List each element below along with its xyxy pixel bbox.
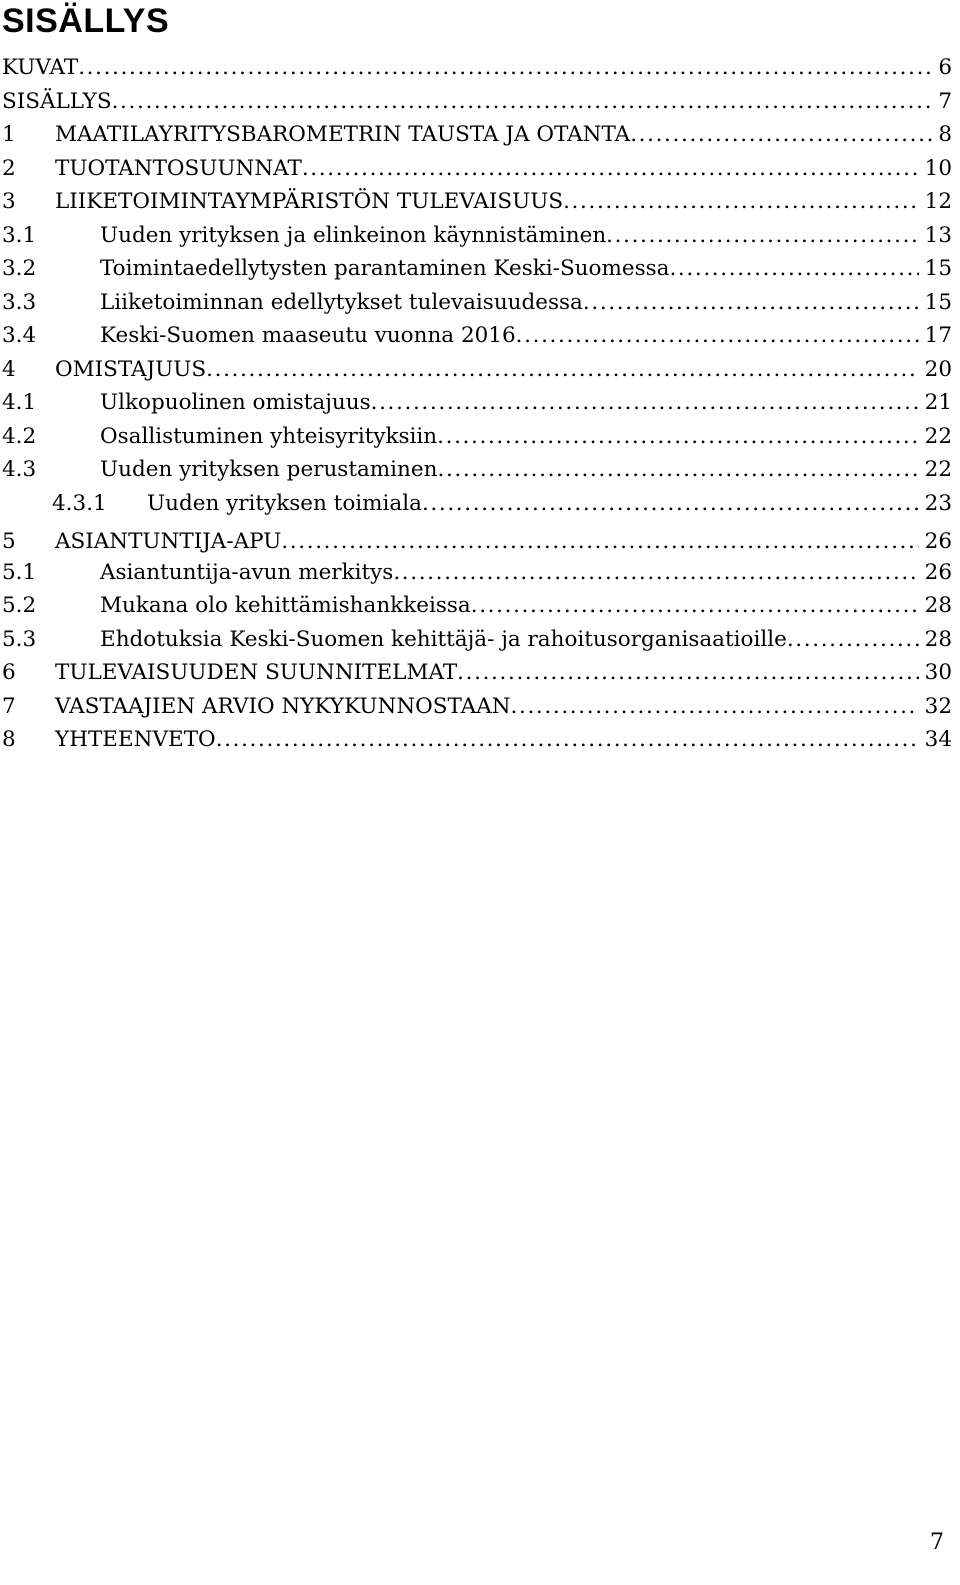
toc-entry-page: 20	[924, 356, 952, 382]
toc-entry-title: Uuden yrityksen perustaminen	[100, 457, 438, 482]
toc-entry[interactable]	[0, 624, 952, 656]
toc-dot-leader	[437, 454, 918, 486]
toc-dot-leader	[669, 253, 918, 285]
toc-entry-page: 23	[924, 490, 952, 516]
toc-dot-leader	[606, 220, 918, 252]
toc-entry[interactable]	[0, 253, 952, 285]
toc-dot-leader	[511, 691, 919, 723]
toc-dot-leader	[457, 657, 918, 689]
toc-entry-number: 3	[2, 189, 16, 214]
toc-dot-leader	[563, 186, 919, 218]
toc-entry[interactable]	[0, 421, 952, 453]
toc-entry-page: 10	[924, 155, 952, 181]
toc-dot-leader	[422, 488, 919, 520]
toc-entry-number: 8	[2, 727, 16, 752]
toc-entry[interactable]	[0, 691, 952, 723]
toc-entry-title: TULEVAISUUDEN SUUNNITELMAT	[55, 660, 458, 685]
toc-entry-number: 6	[2, 660, 16, 685]
toc-entry-page: 7	[938, 88, 952, 114]
toc-entry-number: 3.3	[2, 289, 37, 315]
toc-entry-title: MAATILAYRITYSBAROMETRIN TAUSTA JA OTANTA	[55, 122, 631, 147]
toc-entry[interactable]	[0, 557, 952, 589]
toc-entry-number: 2	[2, 155, 16, 181]
toc-entry[interactable]	[0, 590, 952, 622]
toc-entry-number: 4.1	[2, 390, 37, 415]
toc-entry-number: 4.3	[2, 457, 37, 482]
toc-entry-title: Mukana olo kehittämishankkeissa	[100, 593, 471, 618]
toc-entry[interactable]	[0, 387, 952, 419]
toc-entry-title: Uuden yrityksen ja elinkeinon käynnistäminen	[100, 222, 607, 248]
toc-entry-page: 22	[924, 423, 952, 449]
toc-entry-number: 5	[2, 529, 16, 554]
toc-entry-number: 4.3.1	[52, 490, 107, 516]
toc-entry-page: 6	[938, 55, 952, 80]
toc-entry-page: 28	[924, 593, 952, 618]
toc-dot-leader	[471, 590, 919, 622]
toc-entry[interactable]	[0, 657, 952, 689]
toc-entry-title: Uuden yrityksen toimiala	[147, 490, 422, 516]
toc-dot-leader	[216, 724, 919, 756]
page-title: SISÄLLYS	[2, 2, 170, 40]
toc-entry[interactable]	[0, 454, 952, 486]
toc-entry[interactable]	[0, 86, 952, 118]
toc-entry[interactable]	[0, 354, 952, 386]
toc-entry-number: 4	[2, 356, 16, 382]
toc-dot-leader	[206, 354, 919, 386]
toc-entry-page: 26	[924, 529, 952, 554]
toc-entry-title: Osallistuminen yhteisyrityksiin	[100, 423, 438, 449]
toc-entry[interactable]	[0, 119, 952, 151]
toc-dot-leader	[371, 387, 919, 419]
toc-entry-title: Asiantuntija-avun merkitys	[100, 559, 394, 585]
toc-entry-page: 12	[924, 189, 952, 214]
toc-entry-title: YHTEENVETO	[55, 727, 216, 752]
page-number: 7	[930, 1530, 944, 1555]
toc-dot-leader	[78, 52, 932, 84]
toc-entry-page: 15	[924, 256, 952, 281]
toc-dot-leader	[787, 624, 919, 656]
toc-entry-title: SISÄLLYS	[2, 88, 112, 114]
toc-entry-number: 3.1	[2, 222, 37, 248]
toc-entry-page: 34	[924, 727, 952, 752]
toc-entry-page: 32	[924, 693, 952, 719]
toc-entry-title: Liiketoiminnan edellytykset tulevaisuudessa	[100, 289, 583, 315]
toc-dot-leader	[630, 119, 932, 151]
toc-entry[interactable]	[0, 320, 952, 352]
toc-entry-page: 21	[924, 390, 952, 415]
toc-entry[interactable]	[0, 724, 952, 756]
toc-entry[interactable]	[0, 287, 952, 319]
toc-entry-number: 5.3	[2, 626, 37, 652]
toc-entry-number: 7	[2, 693, 16, 719]
toc-dot-leader	[302, 153, 919, 185]
toc-entry[interactable]	[0, 526, 952, 558]
toc-entry[interactable]	[0, 52, 952, 84]
toc-dot-leader	[583, 287, 919, 319]
toc-entry-title: VASTAAJIEN ARVIO NYKYKUNNOSTAAN	[55, 693, 511, 719]
toc-dot-leader	[393, 557, 918, 589]
toc-entry-number: 1	[2, 122, 16, 147]
toc-entry-title: Ehdotuksia Keski-Suomen kehittäjä- ja rahoitusorganisaatioille	[100, 626, 787, 652]
toc-dot-leader	[112, 86, 933, 118]
toc-entry[interactable]	[0, 488, 952, 520]
toc-entry-title: ASIANTUNTIJA-APU	[55, 529, 282, 554]
toc-entry-number: 3.4	[2, 323, 37, 348]
toc-entry-number: 3.2	[2, 256, 37, 281]
toc-dot-leader	[281, 526, 918, 558]
toc-entry-title: OMISTAJUUS	[55, 356, 207, 382]
toc-entry-page: 28	[924, 626, 952, 652]
toc-entry-title: Keski-Suomen maaseutu vuonna 2016	[100, 323, 516, 348]
toc-entry-page: 13	[924, 222, 952, 248]
toc-entry-title: KUVAT	[2, 55, 79, 80]
toc-entry-number: 5.1	[2, 559, 37, 585]
toc-entry-title: LIIKETOIMINTAYMPÄRISTÖN TULEVAISUUS	[55, 189, 564, 214]
toc-entry-page: 8	[938, 122, 952, 147]
toc-entry[interactable]	[0, 153, 952, 185]
toc-entry[interactable]	[0, 186, 952, 218]
toc-entry-title: Ulkopuolinen omistajuus	[100, 390, 371, 415]
toc-entry-page: 22	[924, 457, 952, 482]
toc-entry[interactable]	[0, 220, 952, 252]
toc-entry-page: 26	[924, 559, 952, 585]
toc-entry-title: Toimintaedellytysten parantaminen Keski-Suomessa	[100, 256, 670, 281]
toc-entry-title: TUOTANTOSUUNNAT	[55, 155, 302, 181]
toc-entry-number: 4.2	[2, 423, 37, 449]
toc-dot-leader	[516, 320, 919, 352]
toc-entry-page: 30	[924, 660, 952, 685]
toc-entry-number: 5.2	[2, 593, 37, 618]
toc-entry-page: 15	[924, 289, 952, 315]
toc-dot-leader	[437, 421, 918, 453]
toc-entry-page: 17	[924, 323, 952, 348]
